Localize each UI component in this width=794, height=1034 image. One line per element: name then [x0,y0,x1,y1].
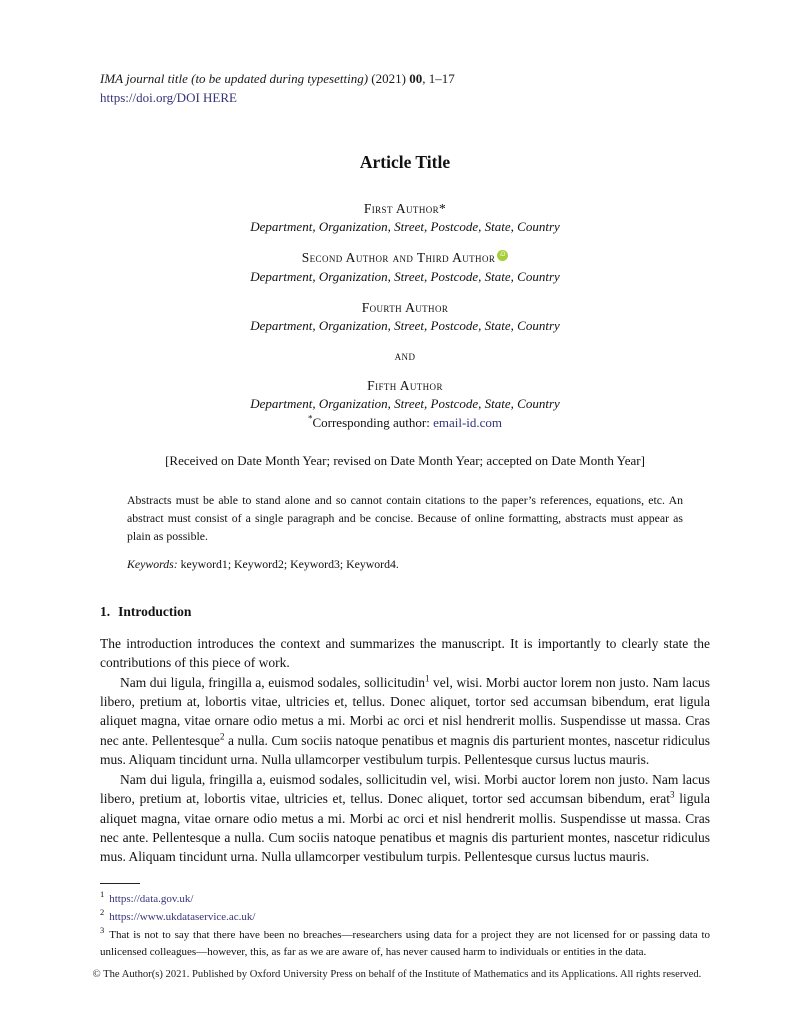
author-name: Fourth Author [361,299,449,315]
footnote-marker: 1 [100,889,105,900]
body-paragraph-2 [100,673,710,770]
section-title: Introduction [118,603,192,619]
para2-text-2: vel, wisi. Morbi auctor lorem non justo. Nam lacus libero, pretium at, lobortis vitae, ultricies et, tellus. Donec aliquet, tortor sed accumsan bibendum, erat ligula aliquet magna, vitae ornare odio metus a mi. Morbi ac orci et nisl hendrerit mollis. Suspendisse ut massa. Cras nec ante. Pellentesque [100,674,710,748]
body-paragraph-3 [100,770,710,867]
and-separator: and [394,347,416,363]
author-name: First Author* [363,200,447,216]
footnote-ref-1[interactable]: 1 [424,673,430,684]
article-title: Article Title [359,151,451,172]
footnote-ref-2[interactable]: 2 [219,731,225,742]
para3-text-2: ligula aliquet magna, vitae ornare odio metus a mi. Morbi ac orci et nisl hendrerit mollis. Suspendisse ut massa. Cras nec ante. Pellentesque a nulla. Cum sociis natoque penatibus et magnis dis parturient montes, nascetur ridiculus mus. Aliquam tincidunt urna. Nulla ullamcorper vestibulum turpis. Pellentesque cursus luctus mauris. [100,791,710,865]
author-affiliation: Department, Organization, Street, Postcode, State, Country [250,219,560,235]
corresponding-marker: * [307,413,313,424]
content-column [100,70,710,962]
author-group-1 [100,199,710,237]
footnote-link-ukdataservice[interactable]: https://www.ukdataservice.ac.uk/ [109,910,256,923]
footnote-marker: 3 [100,924,105,935]
corresponding-label: Corresponding author: [312,415,434,431]
author-name-text: Second Author and Third Author [301,250,496,266]
para2-text-3: a nulla. Cum sociis natoque penatibus et magnis dis parturient montes, nascetur ridiculus mus. Aliquam tincidunt urna. Nulla ullamcorper vestibulum turpis. Pellentesque cursus luctus mauris. [100,732,711,768]
author-affiliation: Department, Organization, Street, Postcode, State, Country [250,268,560,284]
footnote-rule [100,883,140,884]
footnote-1 [100,891,710,909]
body-paragraph-1: The introduction introduces the context and summarizes the manuscript. It is importantly to clearly state the contributions of this piece of work. [100,635,710,671]
journal-title: IMA journal title (to be updated during typesetting) [100,71,369,86]
keywords-line [127,557,683,572]
para3-text-1: Nam dui ligula, fringilla a, euismod sodales, sollicitudin vel, wisi. Morbi auctor lorem non justo. Nam lacus libero, pretium at, lobortis vitae, ultricies et, tellus. Donec aliquet, tortor sed accumsan bibendum, erat [100,771,710,807]
author-name [100,248,710,268]
footnote-marker: 2 [100,907,105,918]
corresponding-author-line [100,414,710,432]
footnote-text: That is not to say that there have been no breaches—researchers using data for a project they are not licensed for or passing data to unlicensed colleagues—however, this, as far as we are aware of, has never caused harm to individuals or entities in the data. [100,928,710,959]
journal-pages: , 1–17 [422,71,455,86]
section-number: 1. [100,603,111,619]
keywords-text: keyword1; Keyword2; Keyword3; Keyword4. [177,556,399,571]
footnote-ref-3[interactable]: 3 [670,789,675,800]
journal-year-value: (2021) [371,71,406,86]
author-group-4 [100,376,710,433]
author-name: Fifth Author [367,377,443,393]
received-line: [Received on Date Month Year; revised on Date Month Year; accepted on Date Month Year] [165,452,645,468]
author-group-3 [100,298,710,336]
keywords-label: Keywords: [127,556,178,571]
abstract: Abstracts must be able to stand alone and so cannot contain citations to the paper’s references, equations, etc. An abstract must consist of a single paragraph and be concise. Because of online formatting, abstracts must appear as plain as possible. [127,492,683,543]
footnote-3 [100,924,710,963]
footnote-2 [100,909,710,927]
journal-running-head [100,70,710,89]
email-link[interactable]: email-id.com [433,415,503,431]
orcid-icon[interactable] [497,250,508,261]
para2-text-1: Nam dui ligula, fringilla a, euismod sodales, sollicitudin [120,674,425,690]
doi-line [100,89,710,108]
section-heading-introduction [100,604,710,620]
footnote-link-datagov[interactable]: https://data.gov.uk/ [109,892,194,905]
journal-volume: 00 [409,71,423,86]
author-group-2 [100,248,710,286]
doi-link[interactable]: https://doi.org/DOI HERE [100,89,237,105]
copyright-footer: © The Author(s) 2021. Published by Oxford University Press on behalf of the Institute of Mathematics and its Applications. All rights reserved. [92,969,702,980]
author-affiliation: Department, Organization, Street, Postcode, State, Country [250,318,560,334]
author-affiliation: Department, Organization, Street, Postcode, State, Country [250,396,560,412]
